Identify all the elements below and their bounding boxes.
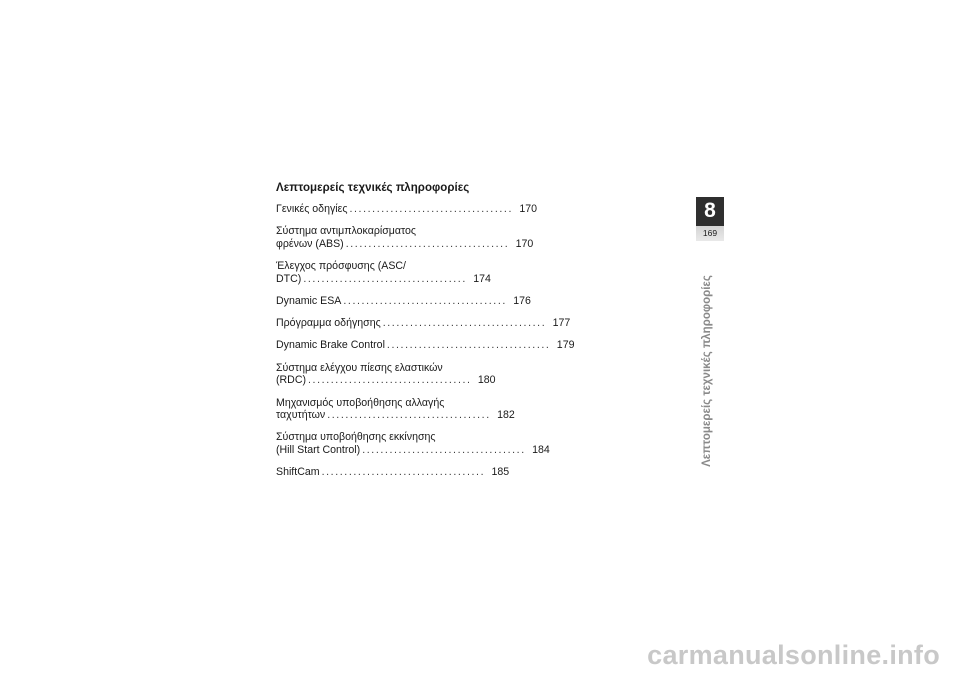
toc-entry-label: DTC) <box>276 272 302 285</box>
toc-entry-page: 180 <box>477 374 496 387</box>
page-number: 169 <box>702 228 718 238</box>
toc-entry-label-line: Σύστημα αντιμπλοκαρίσματος <box>276 225 416 238</box>
chapter-number: 8 <box>704 199 716 222</box>
toc-entry-page: 174 <box>473 272 491 285</box>
chapter-side-title: Λεπτομερείς τεχνικές πληροφορίες <box>701 275 713 467</box>
toc-entry[interactable] <box>276 339 575 352</box>
toc-entry-label: (Hill Start Control) <box>276 443 361 456</box>
toc-entry-label-line: Έλεγχος πρόσφυσης (ASC/ <box>276 260 407 273</box>
toc-entry-label: φρένων (ABS) <box>276 237 344 250</box>
toc-entry[interactable] <box>276 203 537 216</box>
toc-title: Λεπτομερείς τεχνικές πληροφορίες <box>276 182 470 194</box>
toc-entry[interactable] <box>276 396 515 422</box>
toc-entry-page: 176 <box>513 294 531 307</box>
toc-entry-label: ταχυτήτων <box>276 409 326 422</box>
toc-entry[interactable] <box>276 225 534 250</box>
toc-entry-label-line: Σύστημα υποβοήθησης εκκίνησης <box>276 431 436 444</box>
dot-leader: .................................... <box>386 339 551 352</box>
dot-leader: .................................... <box>327 409 491 422</box>
dot-leader: .................................... <box>321 466 486 479</box>
toc-entry[interactable] <box>276 260 491 285</box>
toc-entry[interactable] <box>276 361 496 387</box>
toc-entry-label: Πρόγραμμα οδήγησης <box>276 317 381 330</box>
dot-leader: .................................... <box>343 294 507 307</box>
dot-leader: .................................... <box>308 374 472 387</box>
dot-leader: .................................... <box>349 203 513 215</box>
toc-entry-page: 179 <box>556 339 575 352</box>
toc-entry[interactable] <box>276 294 531 308</box>
toc-entry-label: Dynamic Brake Control <box>276 339 385 352</box>
dot-leader: .................................... <box>345 237 510 250</box>
toc-entry-page: 170 <box>515 237 534 250</box>
toc-entry[interactable] <box>276 317 571 330</box>
dot-leader: .................................... <box>382 317 547 330</box>
toc-entry-page: 184 <box>532 443 550 456</box>
toc-entry-page: 185 <box>491 466 510 479</box>
toc-entry-label: Γενικές οδηγίες <box>276 203 348 215</box>
toc-entry-label-line: Μηχανισμός υποβοήθησης αλλαγής <box>276 396 445 409</box>
toc-entry-page: 182 <box>497 409 515 422</box>
toc-entry-label: ShiftCam <box>276 466 320 479</box>
toc-entry-page: 170 <box>519 203 537 215</box>
watermark: carmanualsonline.info <box>647 640 940 670</box>
toc-entry[interactable] <box>276 431 550 456</box>
table-of-contents <box>276 182 575 488</box>
side-title-wrap <box>699 260 715 482</box>
toc-entry[interactable] <box>276 466 510 479</box>
toc-entry-label-line: Σύστημα ελέγχου πίεσης ελαστικών <box>276 361 443 374</box>
chapter-tab <box>696 197 724 241</box>
dot-leader: .................................... <box>362 443 526 456</box>
toc-entry-label: (RDC) <box>276 374 307 387</box>
dot-leader: .................................... <box>303 272 467 285</box>
toc-entry-page: 177 <box>552 317 571 330</box>
toc-entry-label: Dynamic ESA <box>276 294 342 307</box>
